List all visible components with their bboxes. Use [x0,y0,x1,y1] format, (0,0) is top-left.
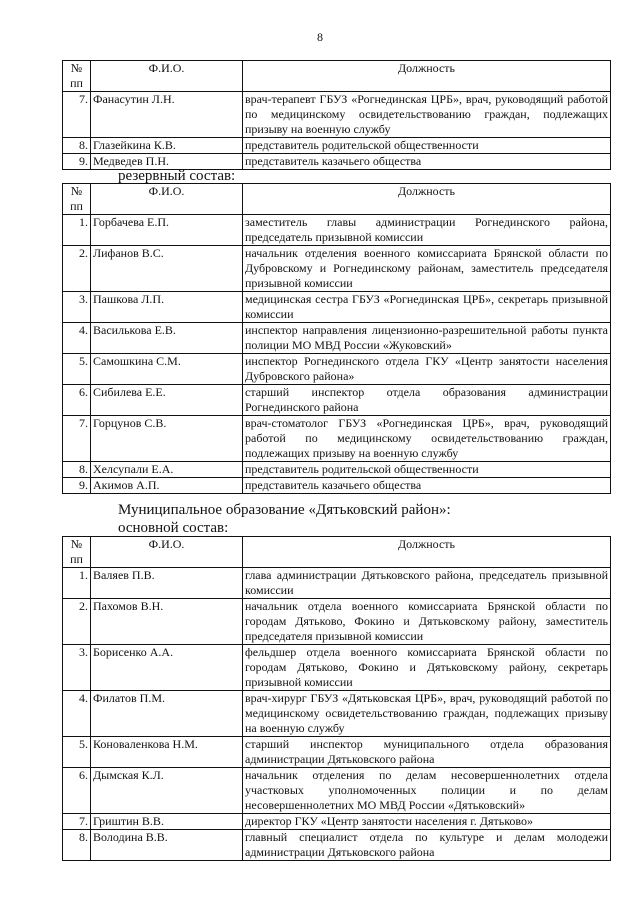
row-number: 4. [63,323,91,354]
table-row [63,737,611,768]
row-number: 8. [63,462,91,478]
section-reserve-label: резервный состав: [118,168,236,184]
member-name: Глазейкина К.В. [91,138,243,154]
member-position: старший инспектор муниципального отдела образования администрации Дятьковского района [243,737,611,768]
section-municipality-label: Муниципальное образование «Дятьковский район»: [118,502,451,518]
row-number: 3. [63,645,91,691]
column-header-number: № пп [63,184,91,215]
member-position: врач-стоматолог ГБУЗ «Рогнединская ЦРБ», врач, руководящий работой по медицинскому освидетельствованию граждан, подлежащих призыву на военную службу [243,416,611,462]
member-position: заместитель главы администрации Рогнединского района, председатель призывной комиссии [243,215,611,246]
row-number: 7. [63,814,91,830]
row-number: 2. [63,246,91,292]
table-row [63,814,611,830]
table-header-row [63,184,611,215]
member-name: Самошкина С.М. [91,354,243,385]
member-name: Коноваленкова Н.М. [91,737,243,768]
member-name: Акимов А.П. [91,478,243,494]
member-name: Гриштин В.В. [91,814,243,830]
member-name: Сибилева Е.Е. [91,385,243,416]
row-number: 2. [63,599,91,645]
member-name: Фанасутин Л.Н. [91,92,243,138]
table-row [63,292,611,323]
table-row [63,768,611,814]
commission-table-dyatkovo-main [62,536,611,861]
member-name: Дымская К.Л. [91,768,243,814]
member-position: директор ГКУ «Центр занятости населения г. Дятьково» [243,814,611,830]
table-row [63,478,611,494]
commission-table-main-continued [62,60,611,170]
member-position: представитель родительской общественности [243,138,611,154]
member-position: представитель казачьего общества [243,478,611,494]
row-number: 9. [63,154,91,170]
table-row [63,138,611,154]
member-position: фельдшер отдела военного комиссариата Брянской области по городам Дятьково, Фокино и Дятьковскому району, секретарь призывной комиссии [243,645,611,691]
row-number: 5. [63,354,91,385]
row-number: 6. [63,768,91,814]
member-position: врач-терапевт ГБУЗ «Рогнединская ЦРБ», врач, руководящий работой по медицинскому освидетельствованию граждан, подлежащих призыву на военную службу [243,92,611,138]
member-name: Валяев П.В. [91,568,243,599]
member-name: Володина В.В. [91,830,243,861]
table-row [63,92,611,138]
column-header-position: Должность [243,184,611,215]
table-row [63,354,611,385]
member-name: Пахомов В.Н. [91,599,243,645]
table-row [63,462,611,478]
member-name: Филатов П.М. [91,691,243,737]
member-name: Пашкова Л.П. [91,292,243,323]
member-position: представитель казачьего общества [243,154,611,170]
table-row [63,830,611,861]
column-header-position: Должность [243,61,611,92]
table-row [63,323,611,354]
row-number: 1. [63,568,91,599]
row-number: 1. [63,215,91,246]
row-number: 4. [63,691,91,737]
column-header-name: Ф.И.О. [91,537,243,568]
member-position: начальник отделения военного комиссариата Брянской области по Дубровскому и Рогнединскому районам, заместитель председателя призывной комиссии [243,246,611,292]
member-name: Хелсупали Е.А. [91,462,243,478]
member-position: инспектор Рогнединского отдела ГКУ «Центр занятости населения Дубровского района» [243,354,611,385]
column-header-position: Должность [243,537,611,568]
table-header-row [63,61,611,92]
commission-table-reserve [62,183,611,494]
member-position: начальник отдела военного комиссариата Брянской области по городам Дятьково, Фокино и Дятьковскому району, заместитель председателя призывной комиссии [243,599,611,645]
row-number: 8. [63,830,91,861]
table-row [63,385,611,416]
table-row [63,691,611,737]
table-row [63,568,611,599]
member-position: начальник отделения по делам несовершеннолетних отдела участковых уполномоченных полиции и по делам несовершеннолетних МО МВД России «Дятьковский» [243,768,611,814]
row-number: 9. [63,478,91,494]
member-position: главный специалист отдела по культуре и делам молодежи администрации Дятьковского района [243,830,611,861]
member-position: глава администрации Дятьковского района, председатель призывной комиссии [243,568,611,599]
row-number: 8. [63,138,91,154]
page-number: 8 [317,30,323,44]
row-number: 3. [63,292,91,323]
member-position: инспектор направления лицензионно-разрешительной работы пункта полиции МО МВД России «Жуковский» [243,323,611,354]
row-number: 6. [63,385,91,416]
table-header-row [63,537,611,568]
table-row [63,645,611,691]
member-position: старший инспектор отдела образования администрации Рогнединского района [243,385,611,416]
member-name: Медведев П.Н. [91,154,243,170]
column-header-number: № пп [63,537,91,568]
table-row [63,416,611,462]
column-header-number: № пп [63,61,91,92]
member-position: медицинская сестра ГБУЗ «Рогнединская ЦРБ», секретарь призывной комиссии [243,292,611,323]
member-name: Горцунов С.В. [91,416,243,462]
member-name: Борисенко А.А. [91,645,243,691]
member-name: Горбачева Е.П. [91,215,243,246]
member-name: Лифанов В.С. [91,246,243,292]
row-number: 7. [63,416,91,462]
row-number: 5. [63,737,91,768]
table-row [63,599,611,645]
table-row [63,246,611,292]
member-name: Василькова Е.В. [91,323,243,354]
row-number: 7. [63,92,91,138]
column-header-name: Ф.И.О. [91,184,243,215]
member-position: врач-хирург ГБУЗ «Дятьковская ЦРБ», врач, руководящий работой по медицинскому освидетельствованию граждан, подлежащих призыву на военную службу [243,691,611,737]
section-main-label: основной состав: [118,520,229,536]
member-position: представитель родительской общественности [243,462,611,478]
table-row [63,215,611,246]
column-header-name: Ф.И.О. [91,61,243,92]
